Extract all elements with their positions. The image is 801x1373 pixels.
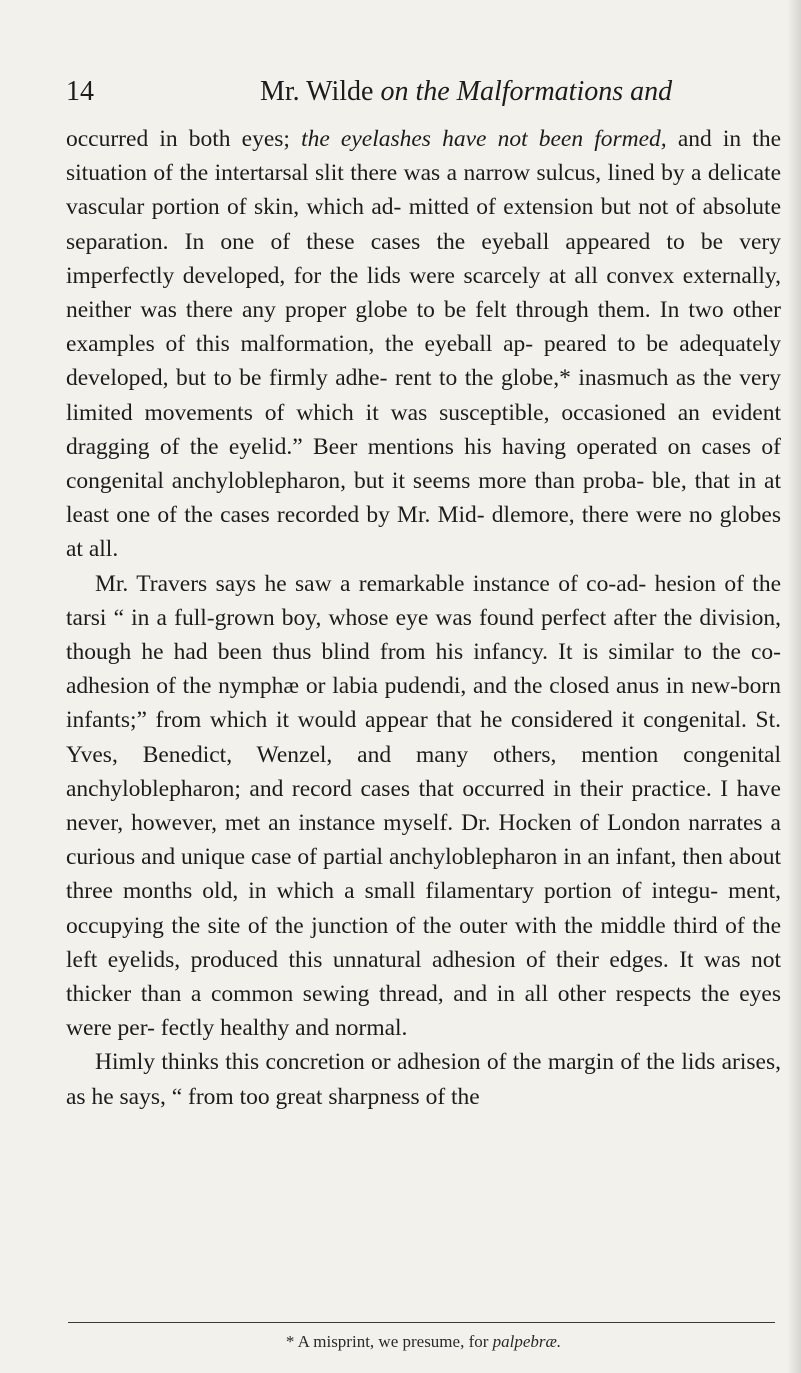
body-text xyxy=(66,122,781,1114)
paragraph-3: Himly thinks this concretion or adhesion of the margin of the lids arises, as he says, “ from too great sharpness of the xyxy=(66,1049,781,1110)
footnote-italic: palpebræ. xyxy=(492,1332,562,1351)
running-title-author: Mr. Wilde xyxy=(260,76,374,107)
footnote xyxy=(66,1330,781,1354)
page-edge-shadow xyxy=(787,0,801,1373)
running-head xyxy=(66,72,781,112)
paragraph-1-start: occurred in both eyes; xyxy=(66,126,302,152)
paragraph-1 xyxy=(66,122,781,567)
paragraph-1-rest: and in the situation of the intertarsal slit there was a narrow sulcus, lined by a delicate vascular portion of skin, which ad- mitted of extension but not of absolute separation. In one of these cases the eyeball appeared to be very imperfectly developed, for the lids were scarcely at all convex externally, neither was there any proper globe to be felt through them. In two other examples of this malformation, the eyeball ap- peared to be adequately developed, but to be firmly adhe- rent to the globe,* inasmuch as the very limited movements of which it was susceptible, occasioned an evident dragging of the eyelid.” Beer mentions his having operated on cases of congenital anchyloblepharon, but it seems more than proba- ble, that in at least one of the cases recorded by Mr. Mid- dlemore, there were no globes at all. xyxy=(66,126,782,563)
paragraph-1-italic: the eyelashes have not been formed, xyxy=(301,126,667,152)
page-number: 14 xyxy=(66,76,94,107)
paragraph-2: Mr. Travers says he saw a remarkable instance of co-ad- hesion of the tarsi “ in a full-grown boy, whose eye was found perfect after the division, though he had been thus blind from his infancy. It is similar to the co-adhesion of the nymphæ or labia pudendi, and the closed anus in new-born infants;” from which it would appear that he considered it congenital. St. Yves, Benedict, Wenzel, and many others, mention congenital anchyloblepharon; and record cases that occurred in their practice. I have never, however, met an instance myself. Dr. Hocken of London narrates a curious and unique case of partial anchyloblepharon in an infant, then about three months old, in which a small filamentary portion of integu- ment, occupying the site of the junction of the outer with the middle third of the left eyelids, produced this unnatural adhesion of their edges. It was not thicker than a common sewing thread, and in all other respects the eyes were per- fectly healthy and normal. xyxy=(66,570,781,1042)
footnote-text: * A misprint, we presume, for xyxy=(285,1332,493,1351)
running-title-subject: on the Malformations and xyxy=(380,76,673,107)
running-title xyxy=(260,72,672,112)
footnote-rule xyxy=(68,1322,775,1323)
